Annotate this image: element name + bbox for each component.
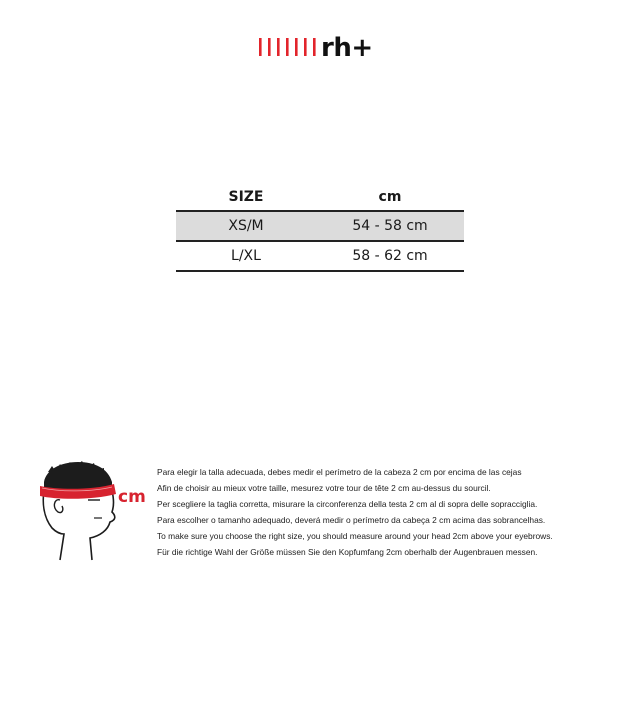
size-cell: L/XL xyxy=(176,241,316,271)
instruction-line-de: Für die richtige Wahl der Größe müssen Sie den Kopfumfang 2cm oberhalb der Augenbrauen messen. xyxy=(157,547,538,557)
size-table xyxy=(176,184,464,272)
instruction-line-es: Para elegir la talla adecuada, debes medir el perímetro de la cabeza 2 cm por encima de las cejas xyxy=(157,467,522,477)
table-row xyxy=(176,211,464,241)
size-table-header-row xyxy=(176,184,464,211)
instruction-line-fr: Afin de choisir au mieux votre taille, mesurez votre tour de tête 2 cm au-dessus du sourcil. xyxy=(157,483,491,493)
head-measurement-illustration xyxy=(38,460,152,562)
unit-label: cm xyxy=(118,487,146,507)
brand-name: rh+ xyxy=(321,33,373,58)
cm-column-header: cm xyxy=(316,184,464,211)
size-column-header: SIZE xyxy=(176,184,316,211)
size-cell: XS/M xyxy=(176,211,316,241)
brand-logo xyxy=(258,30,382,58)
instruction-line-en: To make sure you choose the right size, you should measure around your head 2cm above your eyebrows. xyxy=(157,531,553,541)
measurement-instructions xyxy=(157,464,627,560)
table-row xyxy=(176,241,464,271)
head-measuring-tape-icon xyxy=(38,460,152,562)
cm-cell: 54 - 58 cm xyxy=(316,211,464,241)
instruction-line-pt: Para escolher o tamanho adequado, deverá medir o perímetro da cabeça 2 cm acima das sobrancelhas. xyxy=(157,515,546,525)
rh-plus-logo-icon xyxy=(258,30,382,58)
cm-cell: 58 - 62 cm xyxy=(316,241,464,271)
instruction-line-it: Per scegliere la taglia corretta, misurare la circonferenza della testa 2 cm al di sopra delle sopracciglia. xyxy=(157,499,538,509)
